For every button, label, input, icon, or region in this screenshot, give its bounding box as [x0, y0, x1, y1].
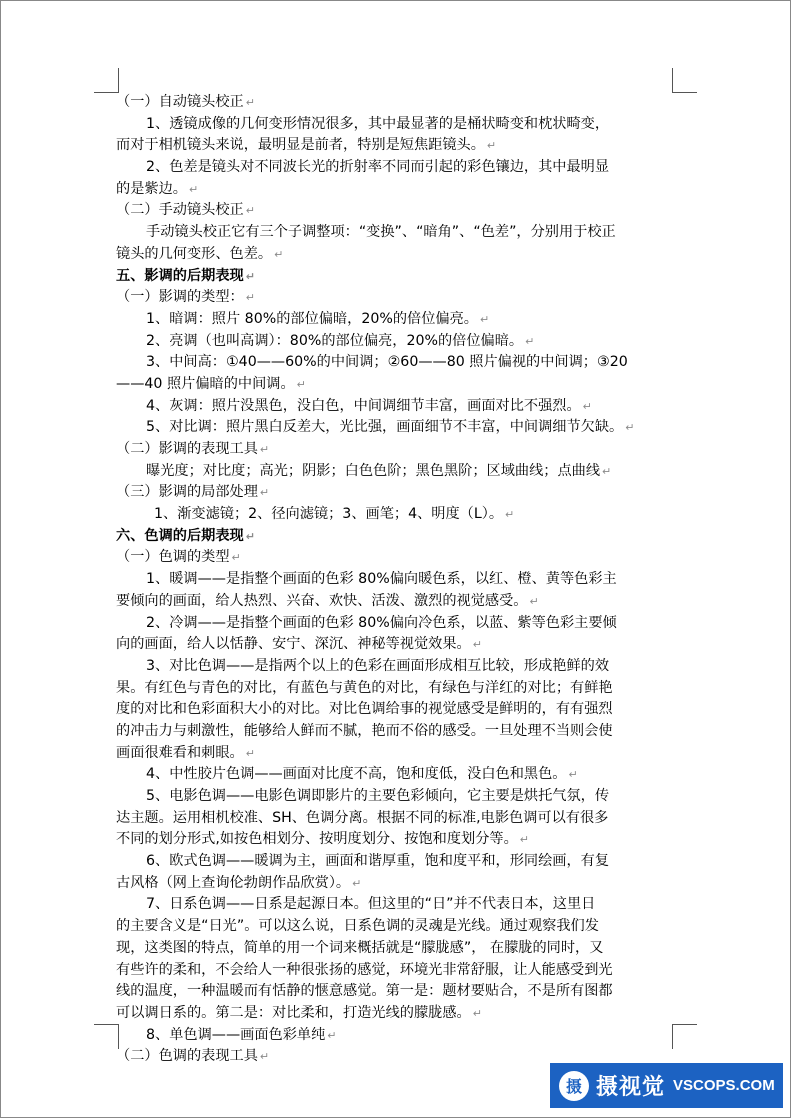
- text-line: [116, 179, 672, 201]
- line-text: （二）色调的表现工具: [116, 1048, 258, 1065]
- paragraph-mark-icon: ↵: [259, 1050, 270, 1064]
- text-line: [116, 200, 672, 222]
- line-text: 向的画面，给人以恬静、安宁、深沉、神秘等视觉效果。: [116, 636, 471, 653]
- text-line: [116, 786, 672, 808]
- text-line: [116, 461, 672, 483]
- paragraph-mark-icon: ↵: [602, 464, 612, 478]
- line-text: 古风格（网上查询伦勃朗作品欣赏）。: [116, 874, 351, 891]
- paragraph-mark-icon: ↵: [245, 269, 255, 283]
- text-line: [116, 851, 672, 873]
- line-text: 六、色调的后期表现: [116, 527, 244, 544]
- text-line: [116, 981, 672, 1003]
- text-line: [116, 374, 672, 396]
- paragraph-mark-icon: ↵: [245, 746, 255, 760]
- text-line: [116, 396, 672, 418]
- text-line: [116, 764, 672, 786]
- section-heading: [116, 526, 672, 548]
- text-line: [116, 894, 672, 916]
- line-text: 果。有红色与青色的对比，有蓝色与黄色的对比，有绿色与洋红的对比；有鲜艳: [116, 679, 613, 696]
- line-text: 手动镜头校正它有三个子调整项：“变换”、“暗角”、“色差”，分别用于校正: [146, 224, 616, 241]
- text-line: [116, 808, 672, 830]
- line-text: 8、单色调——画面色彩单纯: [146, 1026, 326, 1043]
- text-line: [116, 873, 672, 895]
- line-text: 2、亮调（也叫高调）：80%的部位偏亮，20%的倍位偏暗。: [146, 332, 524, 349]
- line-text: 5、电影色调——电影色调即影片的主要色彩倾向，它主要是烘托气氛，传: [146, 788, 610, 804]
- section-heading: [116, 266, 672, 288]
- paragraph-mark-icon: ↵: [525, 334, 535, 348]
- text-line: [116, 743, 672, 765]
- line-text: 7、日系色调——日系是起源日本。但这里的“日”并不代表日本，这里日: [146, 896, 596, 913]
- paragraph-mark-icon: ↵: [231, 551, 241, 565]
- text-line: [116, 114, 672, 136]
- paragraph-mark-icon: ↵: [327, 1028, 337, 1042]
- text-line: [116, 1025, 672, 1047]
- text-line: [116, 547, 672, 569]
- line-text: 有些许的柔和，不会给人一种很张扬的感觉，环境光非常舒服，让人能感受到光: [116, 961, 613, 978]
- line-text: 6、欧式色调——暖调为主，画面和谐厚重，饱和度平和，形同绘画，有复: [146, 853, 610, 870]
- paragraph-mark-icon: ↵: [259, 486, 270, 500]
- text-line: [116, 482, 672, 504]
- line-text: 而对于相机镜头来说，最明显是前者，特别是短焦距镜头。: [116, 137, 485, 154]
- text-line: [116, 157, 672, 179]
- text-line: [116, 135, 672, 157]
- line-text: 2、冷调——是指整个画面的色彩 80%偏向冷色系，以蓝、紫等色彩主要倾: [146, 614, 617, 631]
- text-line: [116, 331, 672, 353]
- text-line: [116, 591, 672, 613]
- line-text: 1、透镜成像的几何变形情况很多，其中最显著的是桶状畸变和枕状畸变，: [146, 115, 610, 132]
- text-line: [116, 222, 672, 244]
- paragraph-mark-icon: ↵: [274, 247, 284, 261]
- watermark-domain: VSCOPS.COM: [673, 1077, 775, 1094]
- paragraph-mark-icon: ↵: [479, 312, 490, 326]
- paragraph-mark-icon: ↵: [625, 421, 635, 435]
- text-line: [116, 938, 672, 960]
- text-line: [116, 721, 672, 743]
- text-line: [116, 417, 672, 439]
- line-text: 镜头的几何变形、色差。: [116, 245, 273, 262]
- text-line: [116, 352, 672, 374]
- text-line: [116, 960, 672, 982]
- line-text: 要倾向的画面，给人热烈、兴奋、欢快、活泼、激烈的视觉感受。: [116, 592, 528, 609]
- line-text: （一）影调的类型：: [116, 289, 244, 306]
- paragraph-mark-icon: ↵: [582, 399, 592, 413]
- paragraph-mark-icon: ↵: [519, 833, 529, 847]
- paragraph-mark-icon: ↵: [568, 768, 578, 782]
- text-line: [116, 439, 672, 461]
- paragraph-mark-icon: ↵: [245, 529, 255, 543]
- paragraph-mark-icon: ↵: [245, 96, 255, 109]
- line-text: 4、灰调：照片没黑色，没白色，中间调细节丰富，画面对比不强烈。: [146, 397, 581, 414]
- watermark-name: 摄视觉: [596, 1075, 666, 1100]
- text-line: [116, 634, 672, 656]
- crop-mark-bottom-right: [672, 1024, 697, 1049]
- paragraph-mark-icon: ↵: [188, 182, 199, 196]
- text-line: [116, 678, 672, 700]
- paragraph-mark-icon: ↵: [352, 876, 362, 890]
- line-text: 1、暖调——是指整个画面的色彩 80%偏向暖色系，以红、橙、黄等色彩主: [146, 571, 617, 588]
- document-body[interactable]: [116, 92, 672, 1068]
- line-text: 的是紫边。: [116, 180, 187, 197]
- text-line: [116, 613, 672, 635]
- line-text: 1、渐变滤镜；2、径向滤镜；3、画笔；4、明度（L）。: [154, 506, 504, 523]
- line-text: 1、暗调：照片 80%的部位偏暗，20%的倍位偏亮。: [146, 310, 478, 327]
- text-line: [116, 1003, 672, 1025]
- text-line: [116, 504, 672, 526]
- text-line: [116, 309, 672, 331]
- line-text: 不同的划分形式,如按色相划分、按明度划分、按饱和度划分等。: [116, 831, 518, 848]
- line-text: 度的对比和色彩面积大小的对比。对比色调给事的视觉感受是鲜明的，有有强烈: [116, 701, 613, 718]
- text-line: [116, 656, 672, 678]
- line-text: 曝光度；对比度；高光；阴影；白色色阶；黑色黑阶；区域曲线；点曲线: [146, 462, 601, 479]
- paragraph-mark-icon: ↵: [505, 508, 515, 522]
- text-line: [116, 92, 672, 114]
- line-text: 3、对比色调——是指两个以上的色彩在画面形成相互比较，形成艳鲜的效: [146, 657, 610, 674]
- text-line: [116, 699, 672, 721]
- line-text: 5、对比调：照片黑白反差大，光比强，画面细节不丰富，中间调细节欠缺。: [146, 419, 624, 436]
- line-text: （一）色调的类型: [116, 549, 230, 566]
- text-line: [116, 569, 672, 591]
- line-text: （一）自动镜头校正: [116, 94, 244, 110]
- line-text: ——40 照片偏暗的中间调。: [116, 375, 295, 392]
- text-line: [116, 829, 672, 851]
- paragraph-mark-icon: ↵: [296, 377, 306, 391]
- line-text: （二）手动镜头校正: [116, 202, 244, 219]
- line-text: 3、中间高：①40——60%的中间调；②60——80 照片偏视的中间调；③20: [146, 354, 628, 371]
- line-text: 可以调日系的。第二是：对比柔和，打造光线的朦胧感。: [116, 1004, 471, 1021]
- line-text: 的冲击力与刺激性，能够给人鲜而不腻，艳而不俗的感受。一旦处理不当则会使: [116, 722, 613, 739]
- watermark-badge: [550, 1063, 783, 1108]
- crop-mark-top-left: [94, 68, 119, 93]
- line-text: 线的温度，一种温暖而有恬静的惬意感觉。第一是：题材要贴合，不是所有图都: [116, 983, 613, 1000]
- line-text: 达主题。运用相机校准、SH、色调分离。根据不同的标准,电影色调可以有很多: [116, 809, 609, 826]
- line-text: （三）影调的局部处理: [116, 484, 258, 501]
- paragraph-mark-icon: ↵: [472, 638, 482, 652]
- line-text: 画面很难看和刺眼。: [116, 744, 244, 761]
- line-text: 4、中性胶片色调——画面对比度不高，饱和度低，没白色和黑色。: [146, 766, 567, 783]
- crop-mark-top-right: [672, 68, 697, 93]
- paragraph-mark-icon: ↵: [486, 139, 497, 153]
- paragraph-mark-icon: ↵: [245, 204, 255, 218]
- line-text: 的主要含义是“日光”。可以这么说，日系色调的灵魂是光线。通过观察我们发: [116, 918, 599, 935]
- line-text: （二）影调的表现工具: [116, 441, 258, 457]
- text-line: [116, 916, 672, 938]
- camera-logo-icon: 摄: [559, 1071, 589, 1101]
- text-line: [116, 287, 672, 309]
- paragraph-mark-icon: ↵: [259, 443, 270, 456]
- line-text: 五、影调的后期表现: [116, 267, 244, 284]
- paragraph-mark-icon: ↵: [472, 1006, 482, 1020]
- paragraph-mark-icon: ↵: [245, 291, 255, 305]
- line-text: 2、色差是镜头对不同波长光的折射率不同而引起的彩色镶边，其中最明显: [146, 159, 610, 176]
- text-line: [116, 244, 672, 266]
- paragraph-mark-icon: ↵: [529, 594, 539, 608]
- line-text: 现，这类图的特点，简单的用一个词来概括就是“朦胧感”， 在朦胧的同时，又: [116, 939, 604, 956]
